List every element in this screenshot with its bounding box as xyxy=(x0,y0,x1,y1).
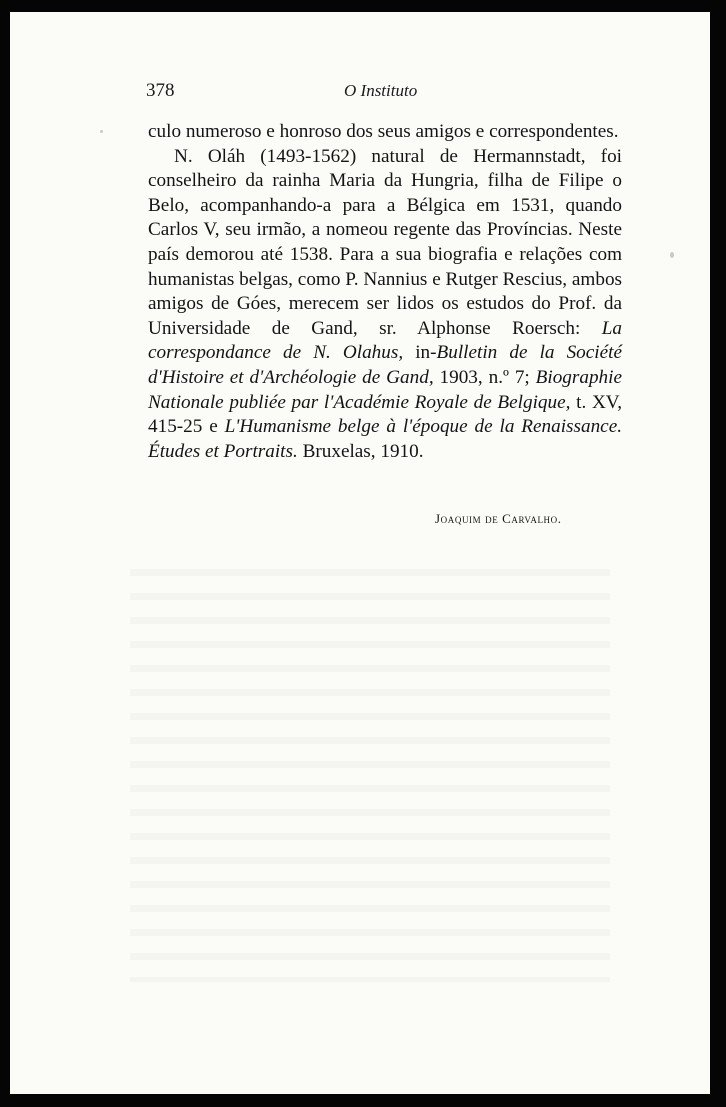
body-text xyxy=(148,120,622,464)
document-page xyxy=(10,12,710,1094)
text-run: 1903, n.º 7; xyxy=(433,366,536,388)
page-number: 378 xyxy=(146,80,175,101)
title-italic: Biographie Nationale publiée par l'Académie Royale de Belgique, xyxy=(148,366,622,413)
title-italic: La correspondance de N. Olahus, xyxy=(148,317,622,364)
author-signature: Joaquim de Carvalho. xyxy=(435,511,562,526)
paragraph-olah xyxy=(148,145,622,465)
text-run: Bruxelas, 1910. xyxy=(297,440,424,462)
paper-speck xyxy=(100,130,103,133)
page-header xyxy=(146,80,616,110)
paragraph-continuation: culo numeroso e honroso dos seus amigos e correspondentes. xyxy=(148,121,619,142)
text-run: t. XV, 415-25 e xyxy=(148,391,622,438)
text-run: (1493-1562) natural de Hermannstadt, foi conselheiro da rainha Maria da Hungria, filha de Filipe o Belo, acompanhando-a para a Bélgica em 1531, quando Carlos V, seu irmão, a nomeou regente das Províncias. Neste país demorou até 1538. Para a sua biografia e relações com humanistas belgas, como P. Nannius e Rutger Rescius, ambos amigos de Góes, merecem ser lidos os estudos do Prof. da Universidade de Gand, sr. Alphonse Roersch: xyxy=(148,145,622,339)
paper-speck xyxy=(670,252,674,258)
running-title: O Instituto xyxy=(344,81,418,100)
title-italic: Bulletin de la Société d'Histoire et d'Archéologie de Gand, xyxy=(148,342,622,388)
person-name: N. Oláh xyxy=(174,145,246,167)
show-through-text xyxy=(130,552,610,982)
text-run: in- xyxy=(403,342,437,364)
title-italic: L'Humanisme belge à l'époque de la Renaissance. Études et Portraits. xyxy=(148,416,623,462)
